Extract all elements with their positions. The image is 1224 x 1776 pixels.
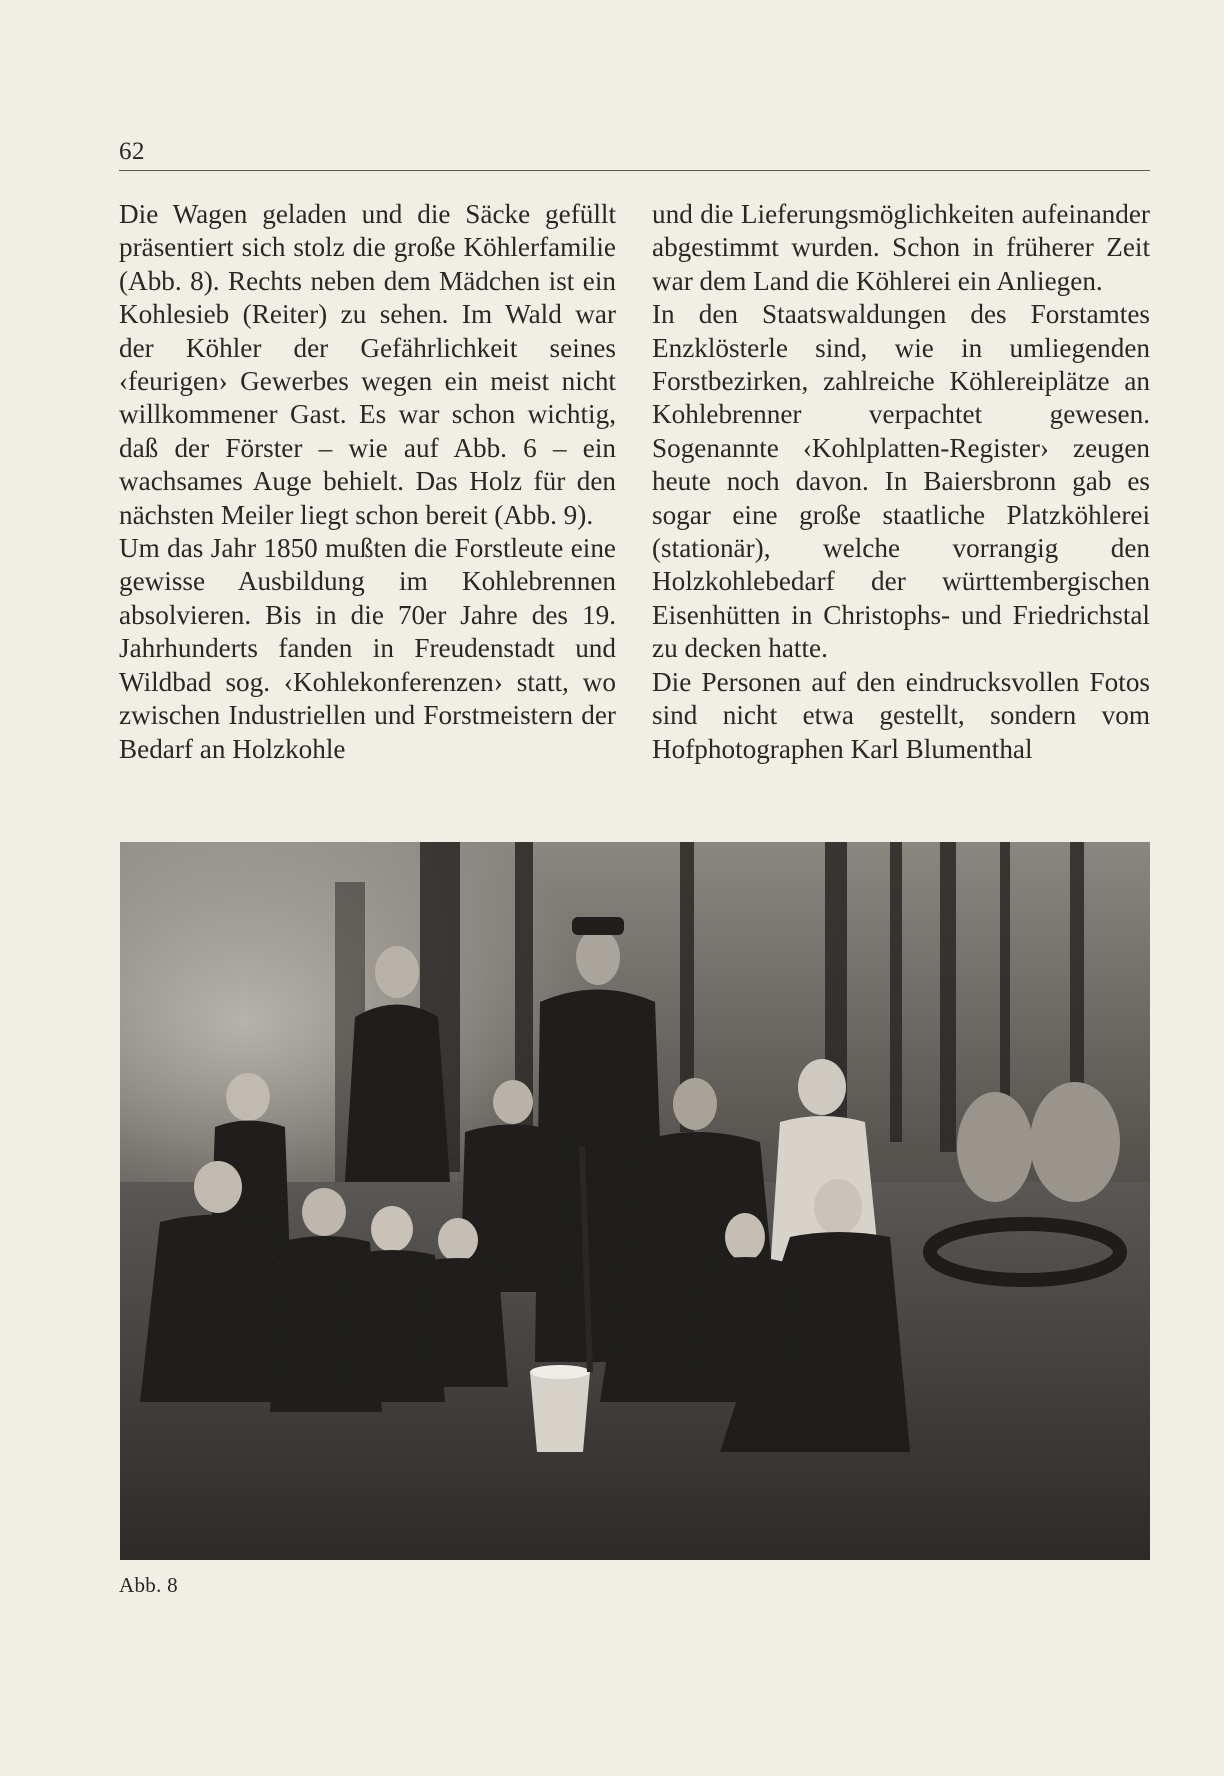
paragraph: Die Personen auf den eindrucksvollen Fotos sind nicht etwa gestellt, sondern vom Hofphotographen Karl Blumenthal: [652, 666, 1150, 764]
photo-charcoal-family: [120, 842, 1150, 1560]
paragraph: Um das Jahr 1850 mußten die Forstleute eine gewisse Ausbildung im Kohlebrennen absolvieren. Bis in die 70er Jahre des 19. Jahrhunderts fanden in Freudenstadt und Wildbad sog. ‹Kohlekonferenzen› statt, wo zwischen Industriellen und Forstmeistern der Bedarf an Holzkohle: [119, 533, 616, 764]
paragraph: In den Staatswaldungen des Forstamtes Enzklösterle sind, wie in umliegenden Forstbezirken, zahlreiche Köhlereiplätze an Kohlebrenner verpachtet gewesen. Sogenannte ‹Kohlplatten-Register› zeugen heute noch davon. In Baiersbronn gab es sogar eine große staatliche Platzköhlerei (stationär), welche vorrangig den Holzkohlebedarf der württembergischen Eisenhütten in Christophs- und Friedrichstal zu decken hatte.: [652, 299, 1150, 664]
paragraph: Die Wagen geladen und die Säcke gefüllt präsentiert sich stolz die große Köhlerfamilie (Abb. 8). Rechts neben dem Mädchen ist ein Kohlesieb (Reiter) zu sehen. Im Wald war der Köhler der Gefährlichkeit seines ‹feurigen› Gewerbes wegen ein meist nicht willkommener Gast. Es war schon wichtig, daß der Förster – wie auf Abb. 6 – ein wachsames Auge behielt. Das Holz für den nächsten Meiler liegt schon bereit (Abb. 9).: [119, 199, 616, 530]
header-rule: [119, 170, 1150, 171]
figure-caption: Abb. 8: [119, 1573, 178, 1597]
page-number: 62: [119, 138, 145, 165]
text-column-left: [119, 198, 616, 766]
text-column-right: [652, 198, 1150, 766]
paragraph: und die Lieferungsmöglichkeiten aufeinander abgestimmt wurden. Schon in früherer Zeit war dem Land die Köhlerei ein Anliegen.: [652, 199, 1150, 296]
milk-pail: [530, 1365, 590, 1452]
